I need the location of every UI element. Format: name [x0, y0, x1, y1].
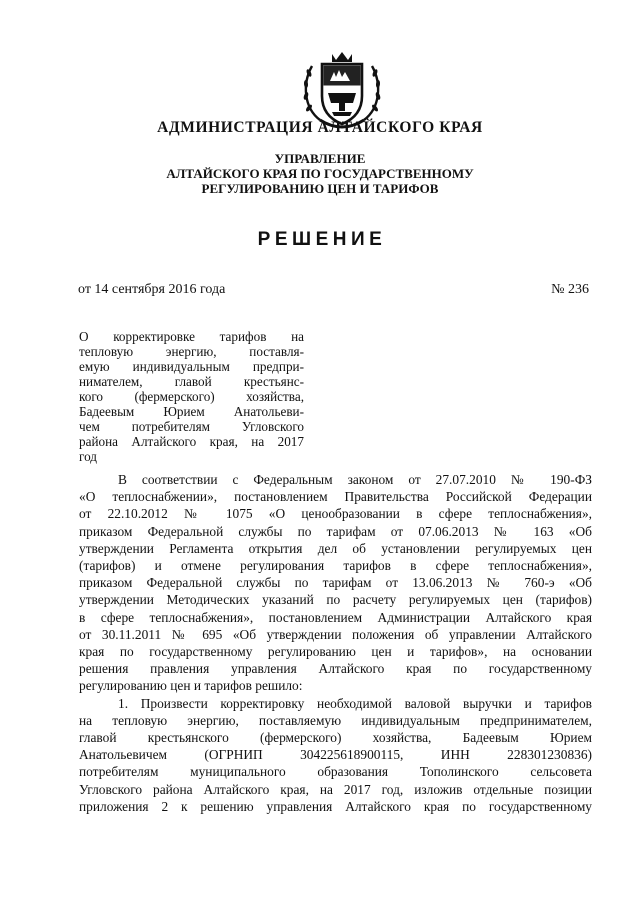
- body-line: края по государственному регулированию цен и тарифов», на основании: [79, 644, 592, 660]
- body-line: Угловского района Алтайского края, на 2017 год, изложив отдельные позиции: [79, 781, 592, 797]
- document-number: № 236: [551, 282, 589, 297]
- department-title: [0, 151, 640, 196]
- department-line: РЕГУЛИРОВАНИЮ ЦЕН И ТАРИФОВ: [201, 181, 439, 196]
- body-line: В соответствии с Федеральным законом от 27.07.2010 № 190-ФЗ: [118, 472, 592, 487]
- body-line: потребителям муниципального образования Тополинского сельсовета: [79, 764, 592, 780]
- organization-title: АДМИНИСТРАЦИЯ АЛТАЙСКОГО КРАЯ: [157, 119, 483, 136]
- body-line: от 30.11.2011 № 695 «Об утверждении положения об управлении Алтайского: [79, 626, 592, 642]
- subject-line: год: [79, 449, 98, 464]
- subject-block: [79, 329, 304, 464]
- subject-line: кого (фермерского) хозяйства,: [79, 389, 304, 404]
- subject-line: чем потребителям Угловского: [79, 419, 304, 434]
- subject-line: О корректировке тарифов на: [79, 329, 304, 344]
- body-line: «О теплоснабжении», постановлением Правительства Российской Федерации: [79, 489, 592, 505]
- body-line: от 22.10.2012 № 1075 «О ценообразовании в сфере теплоснабжения»,: [79, 506, 592, 522]
- body-line: приказом Федеральной службы по тарифам от 07.06.2013 № 163 «Об: [79, 523, 592, 539]
- subject-line: района Алтайского края, на 2017: [79, 434, 304, 449]
- body-line: на тепловую энергию, поставляемую индивидуальным предпринимателем,: [79, 712, 592, 728]
- document-type-heading: РЕШЕНИЕ: [257, 229, 387, 250]
- document-date: от 14 сентября 2016 года: [78, 282, 226, 297]
- body-text: [79, 471, 592, 815]
- subject-line: Бадеевым Юрием Анатольеви-: [79, 404, 304, 419]
- body-line: утверждении Регламента открытия дел об установлении регулируемых цен: [79, 540, 592, 556]
- body-line: решения правления управления Алтайского края по государственному: [79, 661, 592, 677]
- department-line: УПРАВЛЕНИЕ: [274, 151, 366, 166]
- subject-line: тепловую энергию, поставля-: [79, 344, 304, 359]
- body-line: Анатольевичем (ОГРНИП 304225618900115, ИНН 228301230836): [79, 747, 592, 763]
- body-line: регулированию цен и тарифов решило:: [79, 678, 303, 694]
- body-line: (тарифов) и отмене регулирования тарифов в сфере теплоснабжения»,: [79, 558, 592, 574]
- body-line: 1. Произвести корректировку необходимой валовой выручки и тарифов: [118, 695, 592, 711]
- body-line: утверждении Методических указаний по расчету регулируемых цен (тарифов): [79, 592, 592, 608]
- body-line: приложения 2 к решению управления Алтайского края по государственному: [79, 798, 592, 814]
- subject-line: нимателем, главой крестьянс-: [79, 374, 304, 389]
- body-line: приказом Федеральной службы по тарифам от 13.06.2013 № 760-э «Об: [79, 575, 592, 591]
- department-line: АЛТАЙСКОГО КРАЯ ПО ГОСУДАРСТВЕННОМУ: [166, 166, 474, 181]
- body-line: в сфере теплоснабжения», постановлением Администрации Алтайского края: [79, 609, 592, 625]
- subject-line: емую индивидуальным предпри-: [79, 359, 304, 374]
- body-line: главой крестьянского (фермерского) хозяйства, Бадеевым Юрием: [79, 730, 592, 746]
